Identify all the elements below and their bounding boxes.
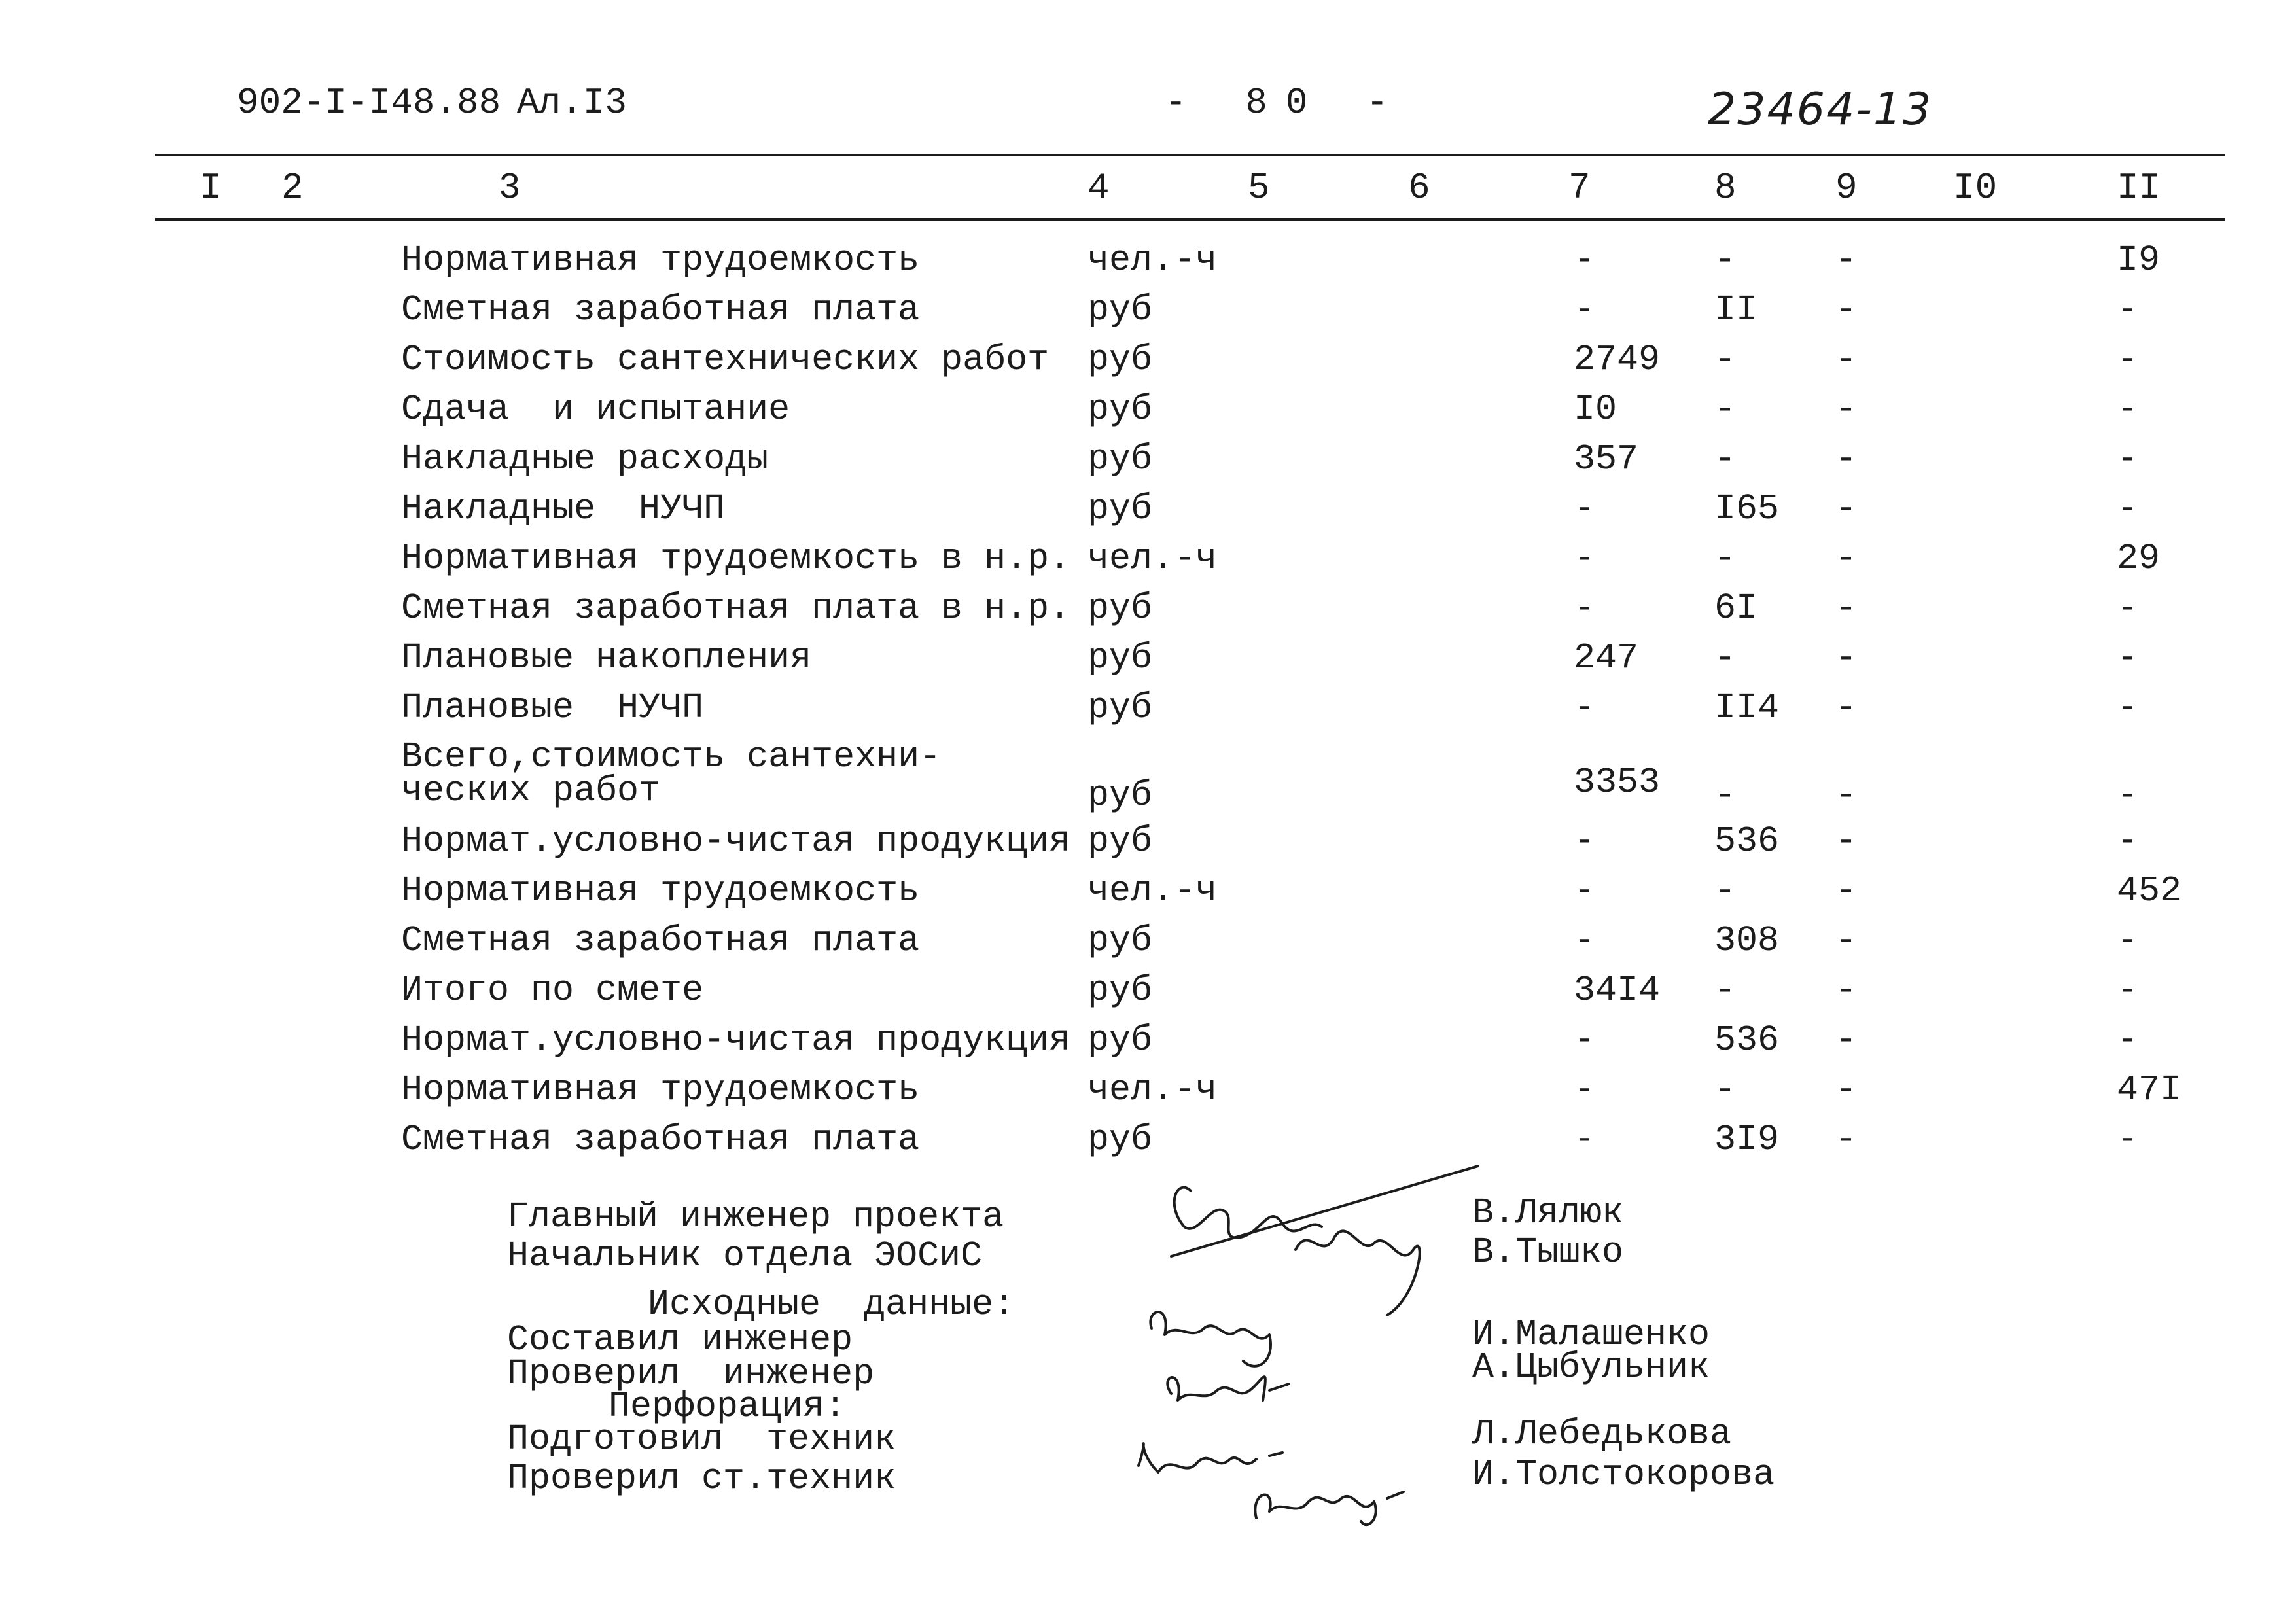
column-number: 5 <box>1248 167 1270 209</box>
row-unit: руб <box>1087 637 1153 679</box>
row-col7: - <box>1574 687 1596 728</box>
row-name: Нормативная трудоемкость <box>401 239 920 281</box>
row-col8: - <box>1714 389 1737 430</box>
row-col9: - <box>1835 289 1858 330</box>
row-col8: II4 <box>1714 687 1780 728</box>
column-number: 6 <box>1408 167 1430 209</box>
row-col11: - <box>2117 775 2139 816</box>
album-number: Ал.I3 <box>517 82 627 124</box>
table-row <box>0 284 2296 334</box>
row-col8: - <box>1714 239 1737 281</box>
row-unit: чел.-ч <box>1087 1069 1218 1110</box>
signoff-role: Составил инженер <box>507 1319 853 1360</box>
row-col11: - <box>2117 687 2139 728</box>
signoff-name: И.Малашенко <box>1472 1314 1710 1355</box>
row-col11: 47I <box>2117 1069 2182 1110</box>
signature-checker <box>1167 1377 1289 1400</box>
row-col11: 29 <box>2117 538 2161 579</box>
row-col11: - <box>2117 438 2139 480</box>
row-col8: I65 <box>1714 488 1780 529</box>
column-number: 2 <box>281 167 304 209</box>
table-row <box>0 915 2296 964</box>
row-col8: - <box>1714 438 1737 480</box>
row-name: Сметная заработная плата <box>401 289 920 330</box>
row-col8: - <box>1714 339 1737 380</box>
row-col8: - <box>1714 1069 1737 1110</box>
row-name: Нормат.условно-чистая продукция <box>401 821 1071 862</box>
row-unit: руб <box>1087 970 1153 1011</box>
row-name: Нормативная трудоемкость <box>401 870 920 911</box>
row-col8: - <box>1714 538 1737 579</box>
table-row <box>0 334 2296 383</box>
row-unit: руб <box>1087 389 1153 430</box>
row-col9: - <box>1835 920 1858 961</box>
column-number: 3 <box>499 167 521 209</box>
row-col9: - <box>1835 1019 1858 1061</box>
header-rule-bottom <box>155 218 2225 221</box>
row-col11: - <box>2117 389 2139 430</box>
row-col9: - <box>1835 775 1858 816</box>
signoff-name: В.Лялюк <box>1472 1192 1624 1233</box>
row-name: Нормативная трудоемкость в н.р. <box>401 538 1071 579</box>
row-col9: - <box>1835 870 1858 911</box>
table-row <box>0 632 2296 682</box>
row-unit: руб <box>1087 775 1153 816</box>
row-col9: - <box>1835 637 1858 679</box>
row-col9: - <box>1835 488 1858 529</box>
row-col7: - <box>1574 1119 1596 1160</box>
row-unit: руб <box>1087 687 1153 728</box>
row-col9: - <box>1835 588 1858 629</box>
row-col8: 536 <box>1714 1019 1780 1061</box>
row-col7: 247 <box>1574 637 1639 679</box>
row-col7: - <box>1574 588 1596 629</box>
row-unit: руб <box>1087 289 1153 330</box>
row-col8: - <box>1714 637 1737 679</box>
row-name: Плановые накопления <box>401 637 812 679</box>
signoff-role: Начальник отдела ЭОСиС <box>507 1235 983 1277</box>
row-unit: руб <box>1087 438 1153 480</box>
row-col11: I9 <box>2117 239 2161 281</box>
table-row <box>0 433 2296 483</box>
row-col7: - <box>1574 538 1596 579</box>
column-number: II <box>2117 167 2161 209</box>
row-col11: - <box>2117 920 2139 961</box>
row-col11: - <box>2117 588 2139 629</box>
row-col11: - <box>2117 1119 2139 1160</box>
column-number: I0 <box>1953 167 1998 209</box>
row-col11: - <box>2117 488 2139 529</box>
column-number: 7 <box>1568 167 1591 209</box>
row-col7: 3353 <box>1574 762 1661 803</box>
row-unit: руб <box>1087 1119 1153 1160</box>
row-name: Нормат.условно-чистая продукция <box>401 1019 1071 1061</box>
row-name: Нормативная трудоемкость <box>401 1069 920 1110</box>
row-col7: - <box>1574 239 1596 281</box>
row-unit: руб <box>1087 1019 1153 1061</box>
row-col7: - <box>1574 1069 1596 1110</box>
row-col7: - <box>1574 488 1596 529</box>
row-name-line2: ческих работ <box>401 770 661 811</box>
row-unit: руб <box>1087 821 1153 862</box>
row-col8: II <box>1714 289 1758 330</box>
row-col7: - <box>1574 821 1596 862</box>
row-col7: 357 <box>1574 438 1639 480</box>
row-unit: чел.-ч <box>1087 239 1218 281</box>
signature-preparer <box>1139 1443 1282 1472</box>
row-col8: 536 <box>1714 821 1780 862</box>
row-name: Сметная заработная плата в н.р. <box>401 588 1071 629</box>
row-col9: - <box>1835 1119 1858 1160</box>
row-name: Итого по смете <box>401 970 704 1011</box>
row-col8: - <box>1714 870 1737 911</box>
table-row <box>0 582 2296 632</box>
table-row <box>0 815 2296 865</box>
signoff-role: Проверил ст.техник <box>507 1458 896 1499</box>
signoff-name: В.Тышко <box>1472 1231 1624 1273</box>
row-col7: 34I4 <box>1574 970 1661 1011</box>
table-row <box>0 533 2296 582</box>
table-row <box>0 682 2296 732</box>
row-col8: - <box>1714 970 1737 1011</box>
row-name: Накладные НУЧП <box>401 488 726 529</box>
row-col9: - <box>1835 821 1858 862</box>
column-number: 4 <box>1087 167 1110 209</box>
row-col8: 308 <box>1714 920 1780 961</box>
row-col8: 3I9 <box>1714 1119 1780 1160</box>
row-col9: - <box>1835 339 1858 380</box>
row-unit: руб <box>1087 488 1153 529</box>
row-col11: - <box>2117 637 2139 679</box>
table-row <box>0 865 2296 915</box>
table-row <box>0 483 2296 533</box>
column-number: I <box>200 167 222 209</box>
signoff-section-heading: Исходные данные: <box>648 1284 1016 1325</box>
header-rule-top <box>155 154 2225 156</box>
row-col7: - <box>1574 289 1596 330</box>
row-name: Сдача и испытание <box>401 389 790 430</box>
row-name: Накладные расходы <box>401 438 769 480</box>
row-col7: 2749 <box>1574 339 1661 380</box>
row-name: Сметная заработная плата <box>401 920 920 961</box>
signoff-section-heading: Перфорация: <box>609 1386 847 1427</box>
row-col11: - <box>2117 339 2139 380</box>
row-name: Сметная заработная плата <box>401 1119 920 1160</box>
table-row <box>0 1014 2296 1064</box>
document-code: 902-I-I48.88 <box>237 82 501 124</box>
row-unit: руб <box>1087 339 1153 380</box>
row-col9: - <box>1835 687 1858 728</box>
handwritten-signatures <box>1112 1165 1479 1531</box>
row-col9: - <box>1835 239 1858 281</box>
row-name: Стоимость сантехнических работ <box>401 339 1050 380</box>
table-row <box>0 1114 2296 1163</box>
signature-senior-technician <box>1255 1492 1404 1525</box>
row-name: Плановые НУЧП <box>401 687 704 728</box>
row-col11: - <box>2117 289 2139 330</box>
row-col8: - <box>1714 775 1737 816</box>
signature-compiler <box>1150 1312 1271 1366</box>
row-col11: - <box>2117 970 2139 1011</box>
table-row <box>0 383 2296 433</box>
signoff-role: Главный инженер проекта <box>507 1196 1004 1237</box>
signoff-name: Л.Лебедькова <box>1472 1413 1732 1455</box>
page-number: - 80 - <box>1165 82 1407 124</box>
row-col9: - <box>1835 389 1858 430</box>
table-row <box>0 1064 2296 1114</box>
row-col8: 6I <box>1714 588 1758 629</box>
signoff-name: А.Цыбульник <box>1472 1347 1710 1388</box>
row-col9: - <box>1835 438 1858 480</box>
column-number: 8 <box>1714 167 1737 209</box>
row-name-line1: Всего,стоимость сантехни- <box>401 736 942 777</box>
row-unit: руб <box>1087 920 1153 961</box>
table-row <box>0 733 2296 816</box>
row-unit: руб <box>1087 588 1153 629</box>
table-row <box>0 234 2296 284</box>
row-col9: - <box>1835 538 1858 579</box>
row-col7: - <box>1574 1019 1596 1061</box>
row-col9: - <box>1835 1069 1858 1110</box>
row-col11: - <box>2117 1019 2139 1061</box>
row-col11: 452 <box>2117 870 2182 911</box>
row-unit: чел.-ч <box>1087 538 1218 579</box>
signature-department-head <box>1296 1231 1420 1315</box>
signoff-role: Проверил инженер <box>507 1353 875 1394</box>
row-col9: - <box>1835 970 1858 1011</box>
row-col7: - <box>1574 870 1596 911</box>
row-col11: - <box>2117 821 2139 862</box>
signoff-role: Подготовил техник <box>507 1419 896 1460</box>
signoff-name: И.Толстокорова <box>1472 1454 1775 1495</box>
column-number: 9 <box>1835 167 1858 209</box>
row-unit: чел.-ч <box>1087 870 1218 911</box>
row-col7: - <box>1574 920 1596 961</box>
archive-stamp: 23464-13 <box>1708 84 1933 135</box>
table-row <box>0 964 2296 1014</box>
signature-chief-engineer <box>1174 1188 1322 1238</box>
row-col7: I0 <box>1574 389 1617 430</box>
